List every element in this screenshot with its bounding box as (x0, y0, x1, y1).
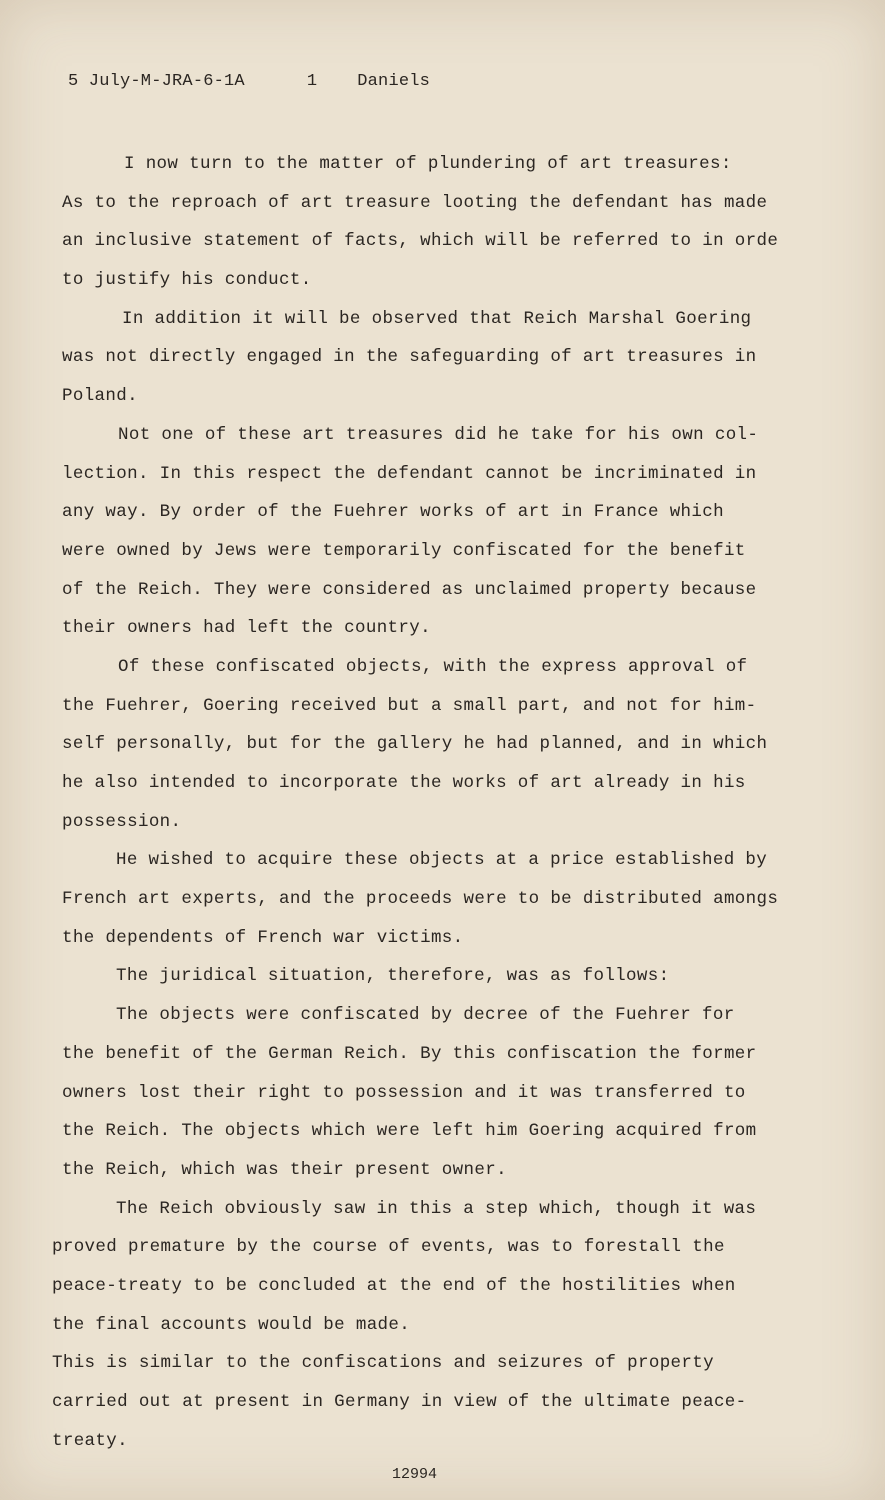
text-line: the Fuehrer, Goering received but a small part, and not for him- (62, 695, 757, 716)
text-line: As to the reproach of art treasure looting the defendant has made (62, 192, 768, 213)
speaker-name: Daniels (357, 72, 431, 91)
text-line: carried out at present in Germany in view of the ultimate peace- (52, 1392, 747, 1412)
text-line: The Reich obviously saw in this a step which, though it was (116, 1198, 757, 1219)
text-line: The objects were confiscated by decree of the Fuehrer for (116, 1005, 735, 1026)
text-line: proved premature by the course of events, was to forestall the (52, 1237, 725, 1258)
text-line: the benefit of the German Reich. By this confiscation the former (62, 1043, 757, 1064)
text-line: were owned by Jews were temporarily confiscated for the benefit (62, 540, 746, 561)
page-footer (0, 1466, 885, 1483)
text-line: This is similar to the confiscations and seizures of property (52, 1353, 714, 1374)
text-line: the Reich, which was their present owner. (62, 1159, 507, 1180)
text-line: the final accounts would be made. (52, 1314, 411, 1335)
text-line: owners lost their right to possession and it was transferred to (62, 1082, 746, 1103)
text-line: was not directly engaged in the safeguarding of art treasures in (62, 347, 757, 368)
text-line: peace-treaty to be concluded at the end of the hostilities when (52, 1275, 736, 1296)
text-line: French art experts, and the proceeds were to be distributed amongs (62, 889, 779, 910)
text-line: The juridical situation, therefore, was as follows: (116, 966, 670, 987)
text-line: He wished to acquire these objects at a price established by (116, 850, 768, 871)
text-line: I now turn to the matter of plundering of art treasures: (124, 154, 732, 174)
text-line: he also intended to incorporate the works of art already in his (62, 773, 746, 793)
text-line: the dependents of French war victims. (62, 927, 464, 948)
text-line: their owners had left the country. (62, 618, 431, 639)
text-line: self personally, but for the gallery he had planned, and in which (62, 734, 768, 755)
text-line: In addition it will be observed that Reich Marshal Goering (122, 308, 752, 329)
text-line: treaty. (52, 1430, 128, 1451)
text-line: Of these confiscated objects, with the express approval of (118, 656, 748, 677)
header-page-mark: 1 (306, 72, 318, 91)
text-line: Poland. (62, 386, 138, 407)
document-body (52, 145, 832, 1460)
text-line: possession. (62, 811, 182, 832)
text-line: of the Reich. They were considered as unclaimed property because (62, 579, 757, 600)
page-number: 12994 (391, 1466, 437, 1483)
text-line: the Reich. The objects which were left him Goering acquired from (62, 1121, 757, 1142)
text-line: lection. In this respect the defendant cannot be incriminated in (62, 463, 757, 484)
document-reference: 5 July-M-JRA-6-1A (68, 72, 245, 91)
text-line: Not one of these art treasures did he take for his own col- (118, 424, 759, 445)
text-line: to justify his conduct. (62, 270, 312, 291)
text-line: an inclusive statement of facts, which will be referred to in orde (62, 231, 779, 252)
page-header (68, 72, 430, 91)
text-line: any way. By order of the Fuehrer works of art in France which (62, 502, 724, 523)
